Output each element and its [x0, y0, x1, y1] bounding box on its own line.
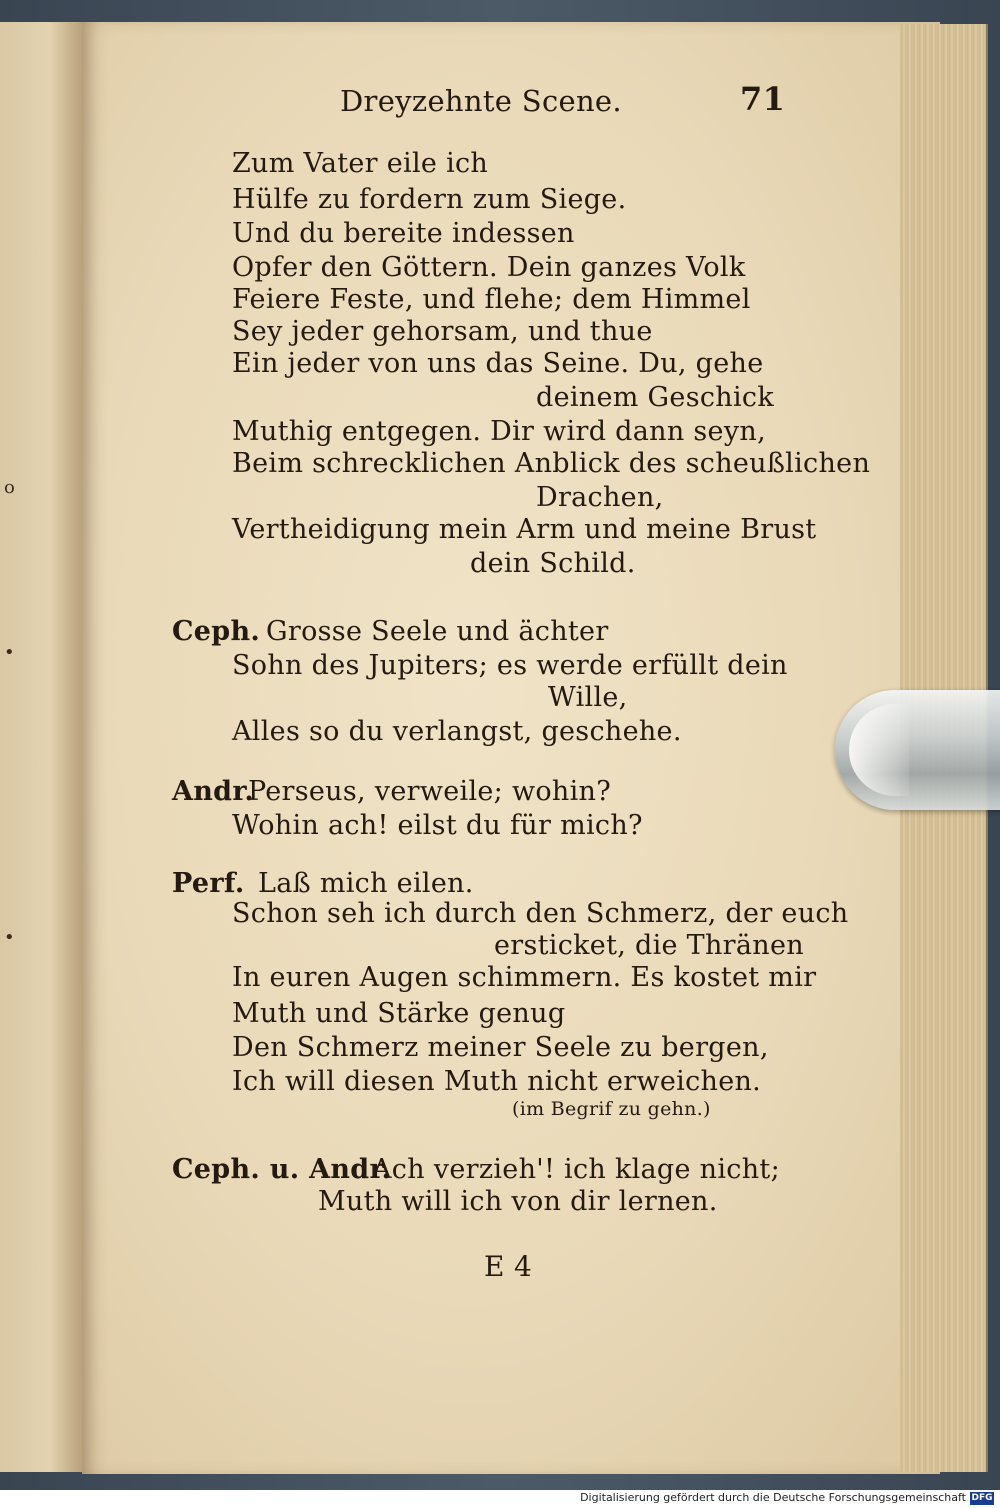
verse-line: Den Schmerz meiner Seele zu bergen, — [232, 1032, 769, 1063]
verse-line: Vertheidigung mein Arm und meine Brust — [232, 514, 817, 545]
verse-line-continuation: Wille, — [548, 682, 628, 713]
verse-line: Alles so du verlangst, geschehe. — [232, 716, 682, 747]
verse-line: Sohn des Jupiters; es werde erfüllt dein — [232, 650, 788, 681]
verse-line: Sey jeder gehorsam, und thue — [232, 316, 653, 347]
verse-line-continuation: dein Schild. — [470, 548, 636, 579]
page-number: 71 — [740, 80, 786, 118]
left-page-fragment: o — [4, 477, 15, 498]
verse-line: Und du bereite indessen — [232, 218, 575, 249]
verse-line: Feiere Feste, und flehe; dem Himmel — [232, 284, 751, 315]
speaker-label: Ceph. u. Andr. — [172, 1154, 392, 1185]
verse-line: Muthig entgegen. Dir wird dann seyn, — [232, 416, 766, 447]
verse-line: Muth und Stärke genug — [232, 998, 566, 1029]
verse-line: Schon seh ich durch den Schmerz, der euch — [232, 898, 849, 929]
verse-line: Ach verzieh'! ich klage nicht; — [372, 1154, 780, 1185]
left-page-fragment: • — [4, 927, 15, 948]
verse-line: Ein jeder von uns das Seine. Du, gehe — [232, 348, 764, 379]
verse-line-continuation: Drachen, — [536, 482, 664, 513]
verse-line: Muth will ich von dir lernen. — [318, 1186, 718, 1217]
verse-line: Perseus, verweile; wohin? — [248, 776, 611, 807]
verse-line-continuation: deinem Geschick — [536, 382, 774, 413]
speaker-label: Andr. — [172, 776, 255, 807]
running-head-title: Dreyzehnte Scene. — [340, 84, 622, 118]
verse-line: In euren Augen schimmern. Es kostet mir — [232, 962, 817, 993]
verse-line: Hülfe zu fordern zum Siege. — [232, 184, 627, 215]
speaker-label: Perf. — [172, 868, 245, 899]
dfg-logo: DFG — [971, 1493, 993, 1503]
left-page-fragment: • — [4, 642, 15, 663]
verse-line: Zum Vater eile ich — [232, 148, 489, 179]
verse-line: Wohin ach! eilst du für mich? — [232, 810, 643, 841]
footer-credit: Digitalisierung gefördert durch die Deutsche Forschungsgemeinschaft — [580, 1491, 966, 1504]
verse-line: Grosse Seele und ächter — [266, 616, 609, 647]
verse-line: Ich will diesen Muth nicht erweichen. — [232, 1066, 762, 1097]
verse-line: Laß mich eilen. — [258, 868, 474, 899]
verse-line: Opfer den Göttern. Dein ganzes Volk — [232, 252, 746, 283]
verse-line: Beim schrecklichen Anblick des scheußlichen — [232, 448, 871, 479]
speaker-label: Ceph. — [172, 616, 261, 647]
verse-line-continuation: ersticket, die Thränen — [494, 930, 804, 961]
signature-mark: E 4 — [484, 1250, 533, 1283]
stage-direction: (im Begrif zu gehn.) — [512, 1098, 711, 1120]
